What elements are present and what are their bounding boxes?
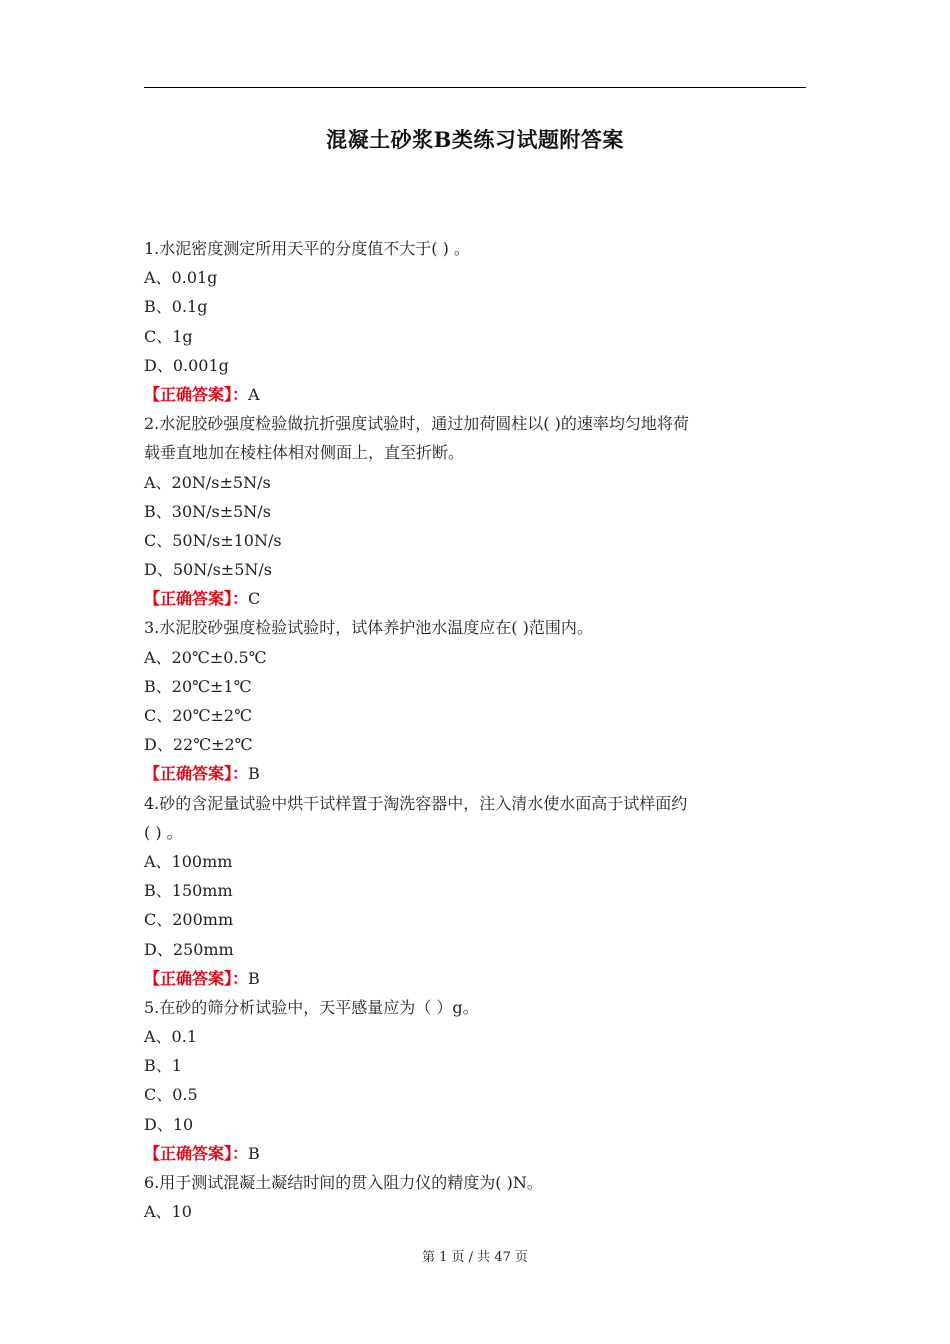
answer-option: C、200mm [144, 910, 234, 930]
correct-answer-label: 【正确答案】： [144, 589, 249, 609]
correct-answer-value: C [248, 589, 261, 609]
correct-answer-label: 【正确答案】： [144, 968, 249, 988]
answer-option: D、0.001g [144, 355, 229, 375]
answer-option: A、100mm [144, 851, 233, 871]
correct-answer [144, 584, 809, 613]
correct-answer-value: A [248, 384, 260, 404]
question-block [144, 234, 809, 409]
answer-option: D、50N/s±5N/s [144, 560, 272, 580]
answer-option: A、0.1 [144, 1027, 198, 1047]
correct-answer-value: B [248, 1143, 260, 1163]
question-text: 3.水泥胶砂强度检验试验时，试体养护池水温度应在( )范围内。 [144, 618, 593, 638]
answer-option: A、20℃±0.5℃ [144, 647, 267, 667]
correct-answer-value: B [248, 764, 260, 784]
answer-option: C、0.5 [144, 1085, 198, 1105]
answer-option: B、1 [144, 1056, 182, 1076]
question-text: 2.水泥胶砂强度检验做抗折强度试验时，通过加荷圆柱以( )的速率均匀地将荷 [144, 414, 689, 434]
answer-option: A、0.01g [144, 268, 218, 288]
answer-option: C、1g [144, 326, 193, 346]
question-text: 1.水泥密度测定所用天平的分度值不大于( ) 。 [144, 239, 470, 258]
answer-option: C、50N/s±10N/s [144, 530, 282, 550]
question-block [144, 409, 809, 613]
question-block [144, 789, 809, 993]
correct-answer [144, 1139, 809, 1168]
answer-option: A、20N/s±5N/s [144, 472, 271, 492]
question-text: 载垂直地加在棱柱体相对侧面上，直至折断。 [144, 443, 465, 463]
question-text: 6.用于测试混凝土凝结时间的贯入阻力仪的精度为( )N。 [144, 1173, 543, 1192]
correct-answer-label: 【正确答案】： [144, 764, 249, 784]
answer-option: D、22℃±2℃ [144, 735, 253, 755]
question-block [144, 1168, 809, 1226]
question-list [144, 234, 809, 1226]
page-footer: 第 1 页 / 共 47 页 [422, 1250, 528, 1265]
answer-option: D、250mm [144, 939, 234, 959]
answer-option: B、20℃±1℃ [144, 676, 252, 696]
answer-option: D、10 [144, 1114, 194, 1134]
correct-answer-label: 【正确答案】： [144, 1143, 249, 1163]
correct-answer-label: 【正确答案】： [144, 384, 249, 404]
correct-answer [144, 964, 809, 993]
correct-answer [144, 759, 809, 788]
header-rule [144, 87, 806, 88]
correct-answer-value: B [248, 968, 260, 988]
question-text: 4.砂的含泥量试验中烘干试样置于淘洗容器中，注入清水使水面高于试样面约 [144, 793, 688, 813]
question-block [144, 993, 809, 1168]
correct-answer [144, 380, 809, 409]
answer-option: B、0.1g [144, 297, 208, 317]
question-block [144, 613, 809, 788]
answer-option: C、20℃±2℃ [144, 706, 252, 725]
answer-option: B、150mm [144, 881, 233, 901]
document-title: 混凝土砂浆B类练习试题附答案 [326, 127, 624, 152]
answer-option: B、30N/s±5N/s [144, 501, 271, 521]
question-text: ( ) 。 [144, 822, 183, 842]
question-text: 5.在砂的筛分析试验中，天平感量应为（ ）g。 [144, 997, 479, 1017]
answer-option: A、10 [144, 1202, 192, 1222]
